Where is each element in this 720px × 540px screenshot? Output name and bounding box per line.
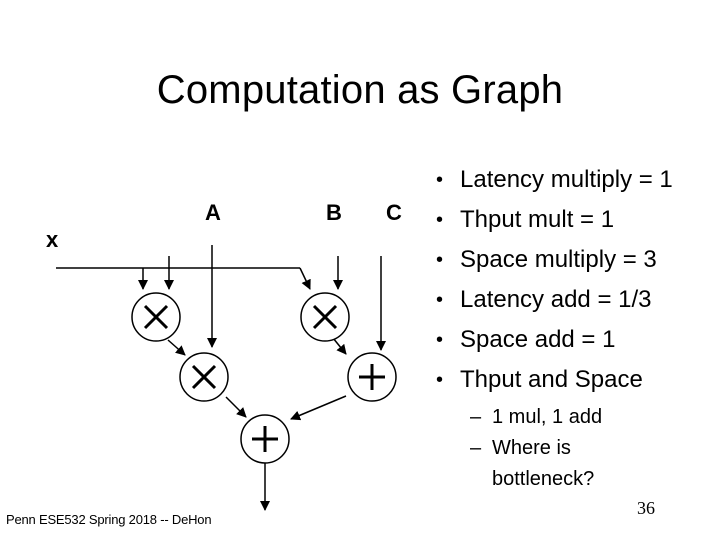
edge-mul3-add1 — [333, 338, 346, 354]
dash-icon: – — [470, 406, 482, 428]
bullet-item: • Space multiply = 3 — [436, 240, 673, 280]
bullet-item: • Thput mult = 1 — [436, 200, 673, 240]
sub-bullet-item: – 1 mul, 1 add — [470, 402, 602, 433]
bullet-dot-icon: • — [436, 249, 444, 271]
input-label-b: B — [326, 200, 342, 225]
slide-title: Computation as Graph — [156, 68, 564, 112]
multiply-node-2 — [180, 353, 228, 401]
edge-mul2-add2 — [226, 397, 246, 417]
edge-mul1-mul2 — [168, 340, 185, 355]
bullet-dot-icon: • — [436, 209, 444, 231]
input-label-a: A — [205, 200, 221, 225]
bullet-item: • Latency multiply = 1 — [436, 160, 673, 200]
add-node-1 — [348, 353, 396, 401]
page-number: 36 — [637, 498, 655, 518]
input-label-x: x — [46, 227, 59, 252]
bullet-item: • Latency add = 1/3 — [436, 280, 673, 320]
add-node-2 — [241, 415, 289, 463]
bullet-item: • Thput and Space — [436, 360, 673, 400]
slide-footer: Penn ESE532 Spring 2018 -- DeHon — [6, 512, 212, 527]
input-label-c: C — [386, 200, 402, 225]
bullet-dot-icon: • — [436, 369, 444, 391]
bullet-item: • Space add = 1 — [436, 320, 673, 360]
bullet-dot-icon: • — [436, 169, 444, 191]
sub-bullet-item: – Where is bottleneck? — [470, 433, 602, 495]
edge-add1-add2 — [291, 396, 346, 419]
edge-x-mul3 — [300, 268, 310, 289]
bullet-dot-icon: • — [436, 289, 444, 311]
multiply-node-3 — [301, 293, 349, 341]
dash-icon: – — [470, 437, 482, 459]
bullet-dot-icon: • — [436, 329, 444, 351]
multiply-node-1 — [132, 293, 180, 341]
